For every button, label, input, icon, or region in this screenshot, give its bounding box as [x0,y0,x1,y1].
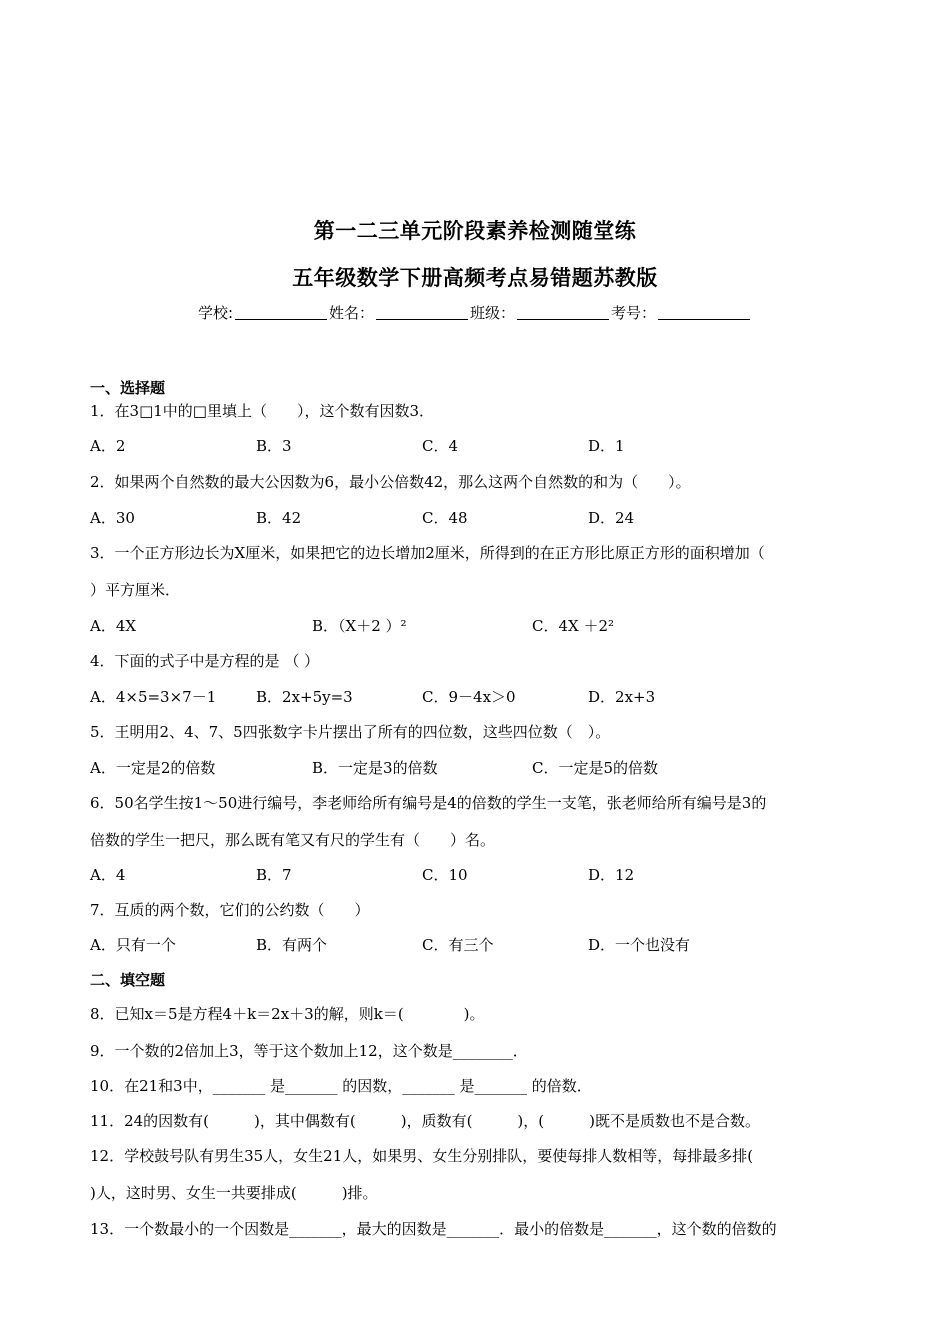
question-13: 13．一个数最小的一个因数是_______，最大的因数是_______．最小的倍数是_______，这个数的倍数的 [90,1220,777,1238]
title-line-2: 五年级数学下册高频考点易错题苏教版 [292,266,658,290]
q6-option-c: C．10 [422,866,468,884]
q3-option-a: A．4X [90,617,137,635]
question-2: 2．如果两个自然数的最大公因数为6，最小公倍数42，那么这两个自然数的和为（ ）。 [90,473,691,491]
q2-option-c: C．48 [422,509,468,527]
question-3-line-2: ）平方厘米． [90,581,181,599]
q1-option-b: B．3 [256,437,292,455]
number-label: 考号： [611,304,657,322]
q2-option-a: A．30 [90,509,135,527]
question-6-line-2: 倍数的学生一把尺，那么既有笔又有尺的学生有（ ）名。 [90,831,496,849]
q2-option-d: D．24 [588,509,635,527]
q6-option-b: B．7 [256,866,292,884]
section-choice: 一、选择题 [90,379,166,397]
q3-option-b: B．（X＋2 ）² [312,617,407,635]
question-7: 7．互质的两个数，它们的公约数（ ） [90,901,370,919]
question-4: 4．下面的式子中是方程的是 （ ） [90,652,320,670]
question-11: 11．24的因数有( )，其中偶数有( )，质数有( )，( )既不是质数也不是合数。 [90,1112,760,1130]
question-1: 1．在3□1中的□里填上（ ），这个数有因数3． [90,402,435,420]
name-blank[interactable] [376,305,468,320]
class-label: 班级： [470,304,516,322]
title-line-1: 第一二三单元阶段素养检测随堂练 [313,219,637,243]
question-12-line-2: )人，这时男、女生一共要排成( )排。 [90,1184,378,1202]
q7-option-d: D．一个也没有 [588,936,691,954]
question-12-line-1: 12．学校鼓号队有男生35人，女生21人，如果男、女生分别排队，要使每排人数相等，每排最多排( [90,1147,754,1165]
q4-option-b: B．2x+5y=3 [256,688,353,706]
student-info-line [0,302,950,323]
q6-option-d: D．12 [588,866,635,884]
question-9: 9．一个数的2倍加上3，等于这个数加上12，这个数是________． [90,1042,528,1060]
number-blank[interactable] [658,305,750,320]
school-blank[interactable] [235,305,327,320]
q5-option-c: C．一定是5的倍数 [532,759,659,777]
school-label: 学校: [197,304,233,322]
question-6-line-1: 6．50名学生按1～50进行编号，李老师给所有编号是4的倍数的学生一支笔，张老师给所有编号是3的 [90,794,767,812]
q1-option-c: C．4 [422,437,459,455]
question-5: 5．王明用2、4、7、5四张数字卡片摆出了所有的四位数，这些四位数（ ）。 [90,723,611,741]
q1-option-d: D．1 [588,437,625,455]
q5-option-a: A．一定是2的倍数 [90,759,216,777]
q7-option-b: B．有两个 [256,936,328,954]
name-label: 姓名： [329,304,375,322]
question-10: 10．在21和3中，_______ 是_______ 的因数，_______ 是_______ 的倍数． [90,1077,592,1095]
q4-option-a: A．4×5=3×7－1 [90,688,217,706]
q3-option-c: C．4X ＋2² [532,617,615,635]
q7-option-c: C．有三个 [422,936,494,954]
section-fill: 二、填空题 [90,971,166,989]
q4-option-c: C．9－4x＞0 [422,688,516,706]
question-3-line-1: 3．一个正方形边长为X厘米，如果把它的边长增加2厘米，所得到的在正方形比原正方形的面积增加（ [90,544,765,562]
q2-option-b: B．42 [256,509,302,527]
class-blank[interactable] [517,305,609,320]
q1-option-a: A．2 [90,437,126,455]
q6-option-a: A．4 [90,866,126,884]
question-8: 8．已知x＝5是方程4＋k＝2x＋3的解，则k＝( )。 [90,1005,485,1023]
q5-option-b: B．一定是3的倍数 [312,759,438,777]
q7-option-a: A．只有一个 [90,936,176,954]
q4-option-d: D．2x+3 [588,688,656,706]
